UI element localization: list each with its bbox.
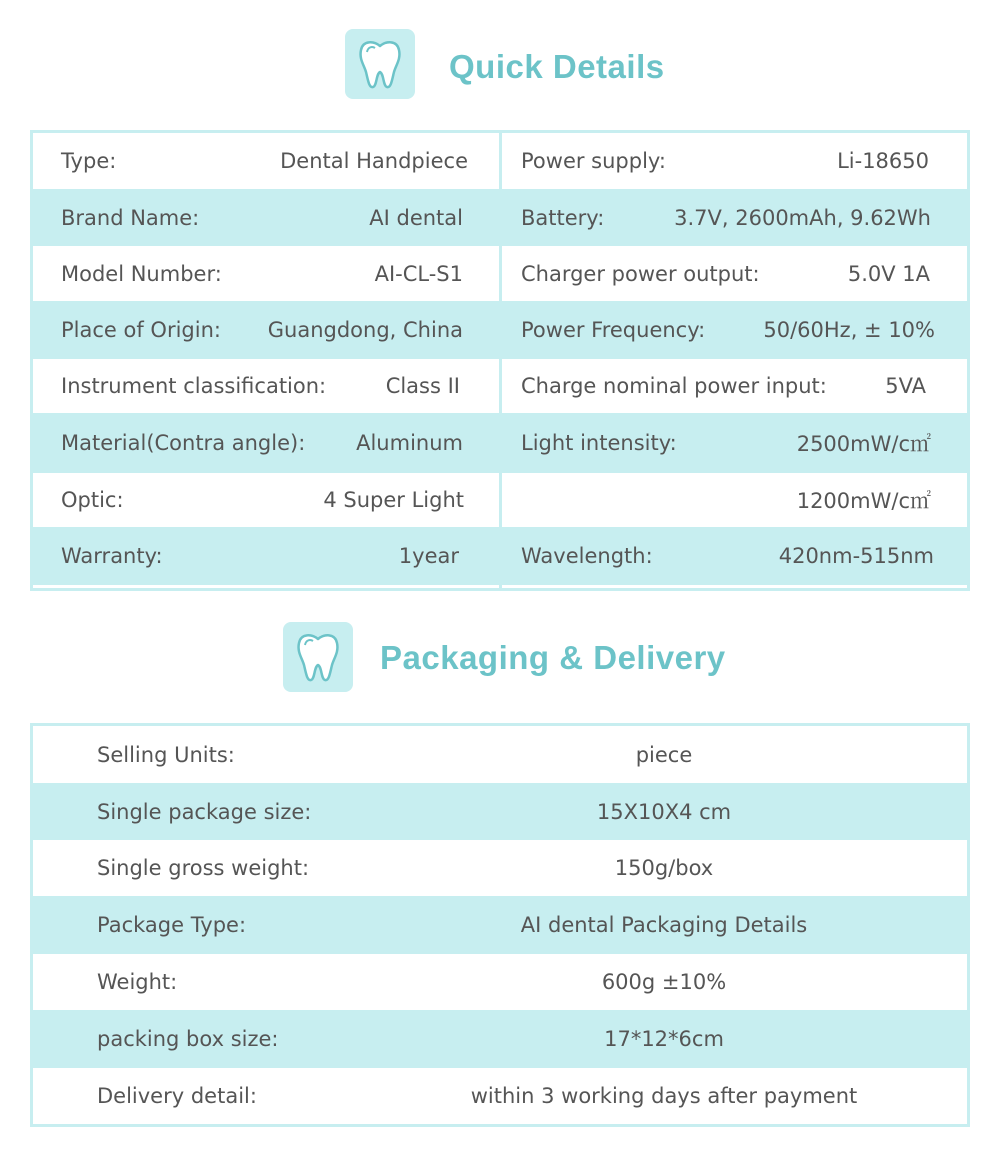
detail-value: Aluminum: [356, 431, 463, 455]
packaging-label: Weight:: [97, 970, 178, 994]
detail-label: Light intensity:: [521, 431, 677, 455]
quick-details-title: Quick Details: [449, 48, 665, 85]
quick-details-table: [30, 130, 970, 591]
table-row: [33, 896, 967, 954]
detail-label: Warranty:: [61, 544, 163, 568]
tooth-icon: [295, 631, 341, 683]
tooth-icon: [357, 38, 403, 90]
detail-label: Charger power output:: [521, 261, 760, 286]
packaging-value: 15X10X4 cm: [596, 799, 732, 824]
detail-value: 5VA: [885, 374, 926, 398]
packaging-value: 600g ±10%: [601, 970, 727, 994]
detail-value: 4 Super Light: [323, 488, 464, 512]
detail-label: Model Number:: [61, 261, 222, 286]
packaging-value: AI dental Packaging Details: [520, 913, 808, 937]
detail-label: Wavelength:: [521, 544, 653, 568]
detail-label: Optic:: [61, 488, 124, 512]
packaging-value: 150g/box: [614, 856, 714, 880]
table-row: [33, 954, 967, 1010]
detail-label: Brand Name:: [61, 205, 200, 230]
packaging-value: piece: [635, 742, 693, 767]
table-row: [33, 783, 967, 840]
detail-value: AI-CL-S1: [374, 261, 463, 286]
table-row: [33, 840, 967, 896]
detail-label: Power supply:: [521, 149, 666, 173]
detail-value: Li-18650: [837, 149, 929, 173]
detail-label: Instrument classification:: [61, 374, 327, 398]
table-row: [33, 1068, 967, 1124]
tooth-icon-box: [283, 622, 353, 692]
packaging-label: Delivery detail:: [97, 1084, 257, 1108]
packaging-label: Single gross weight:: [97, 856, 310, 880]
detail-label: Place of Origin:: [61, 318, 221, 342]
tooth-icon-box: [345, 29, 415, 99]
detail-label: Type:: [61, 149, 117, 173]
packaging-value: within 3 working days after payment: [470, 1084, 858, 1108]
detail-value: 3.7V, 2600mAh, 9.62Wh: [674, 205, 931, 230]
table-row: [33, 1010, 967, 1068]
detail-label: Material(Contra angle):: [61, 431, 306, 455]
packaging-label: Single package size:: [97, 799, 312, 824]
packaging-table: [30, 723, 970, 1127]
packaging-label: packing box size:: [97, 1027, 279, 1051]
detail-value: Class II: [385, 374, 460, 398]
detail-value: 1year: [398, 544, 459, 568]
detail-value: 50/60Hz, ± 10%: [763, 318, 935, 342]
detail-label: Charge nominal power input:: [521, 374, 827, 398]
detail-value: 5.0V 1A: [847, 261, 930, 286]
packaging-label: Selling Units:: [97, 742, 235, 767]
column-divider: [499, 133, 502, 588]
detail-value: 2500mW/c㎡: [796, 432, 931, 456]
packaging-label: Package Type:: [97, 913, 247, 937]
detail-value: AI dental: [369, 205, 463, 230]
detail-label: Battery:: [521, 205, 605, 230]
detail-value: 420nm-515nm: [778, 544, 934, 568]
detail-label: Power Frequency:: [521, 318, 706, 342]
detail-value: Guangdong, China: [267, 318, 463, 342]
quick-details-header: [0, 28, 1000, 102]
packaging-title: Packaging & Delivery: [380, 639, 726, 676]
packaging-value: 17*12*6cm: [604, 1027, 724, 1051]
detail-value: Dental Handpiece: [280, 149, 468, 173]
table-row: [33, 726, 967, 783]
detail-value: 1200mW/c㎡: [796, 489, 931, 513]
packaging-header: [0, 620, 1000, 694]
